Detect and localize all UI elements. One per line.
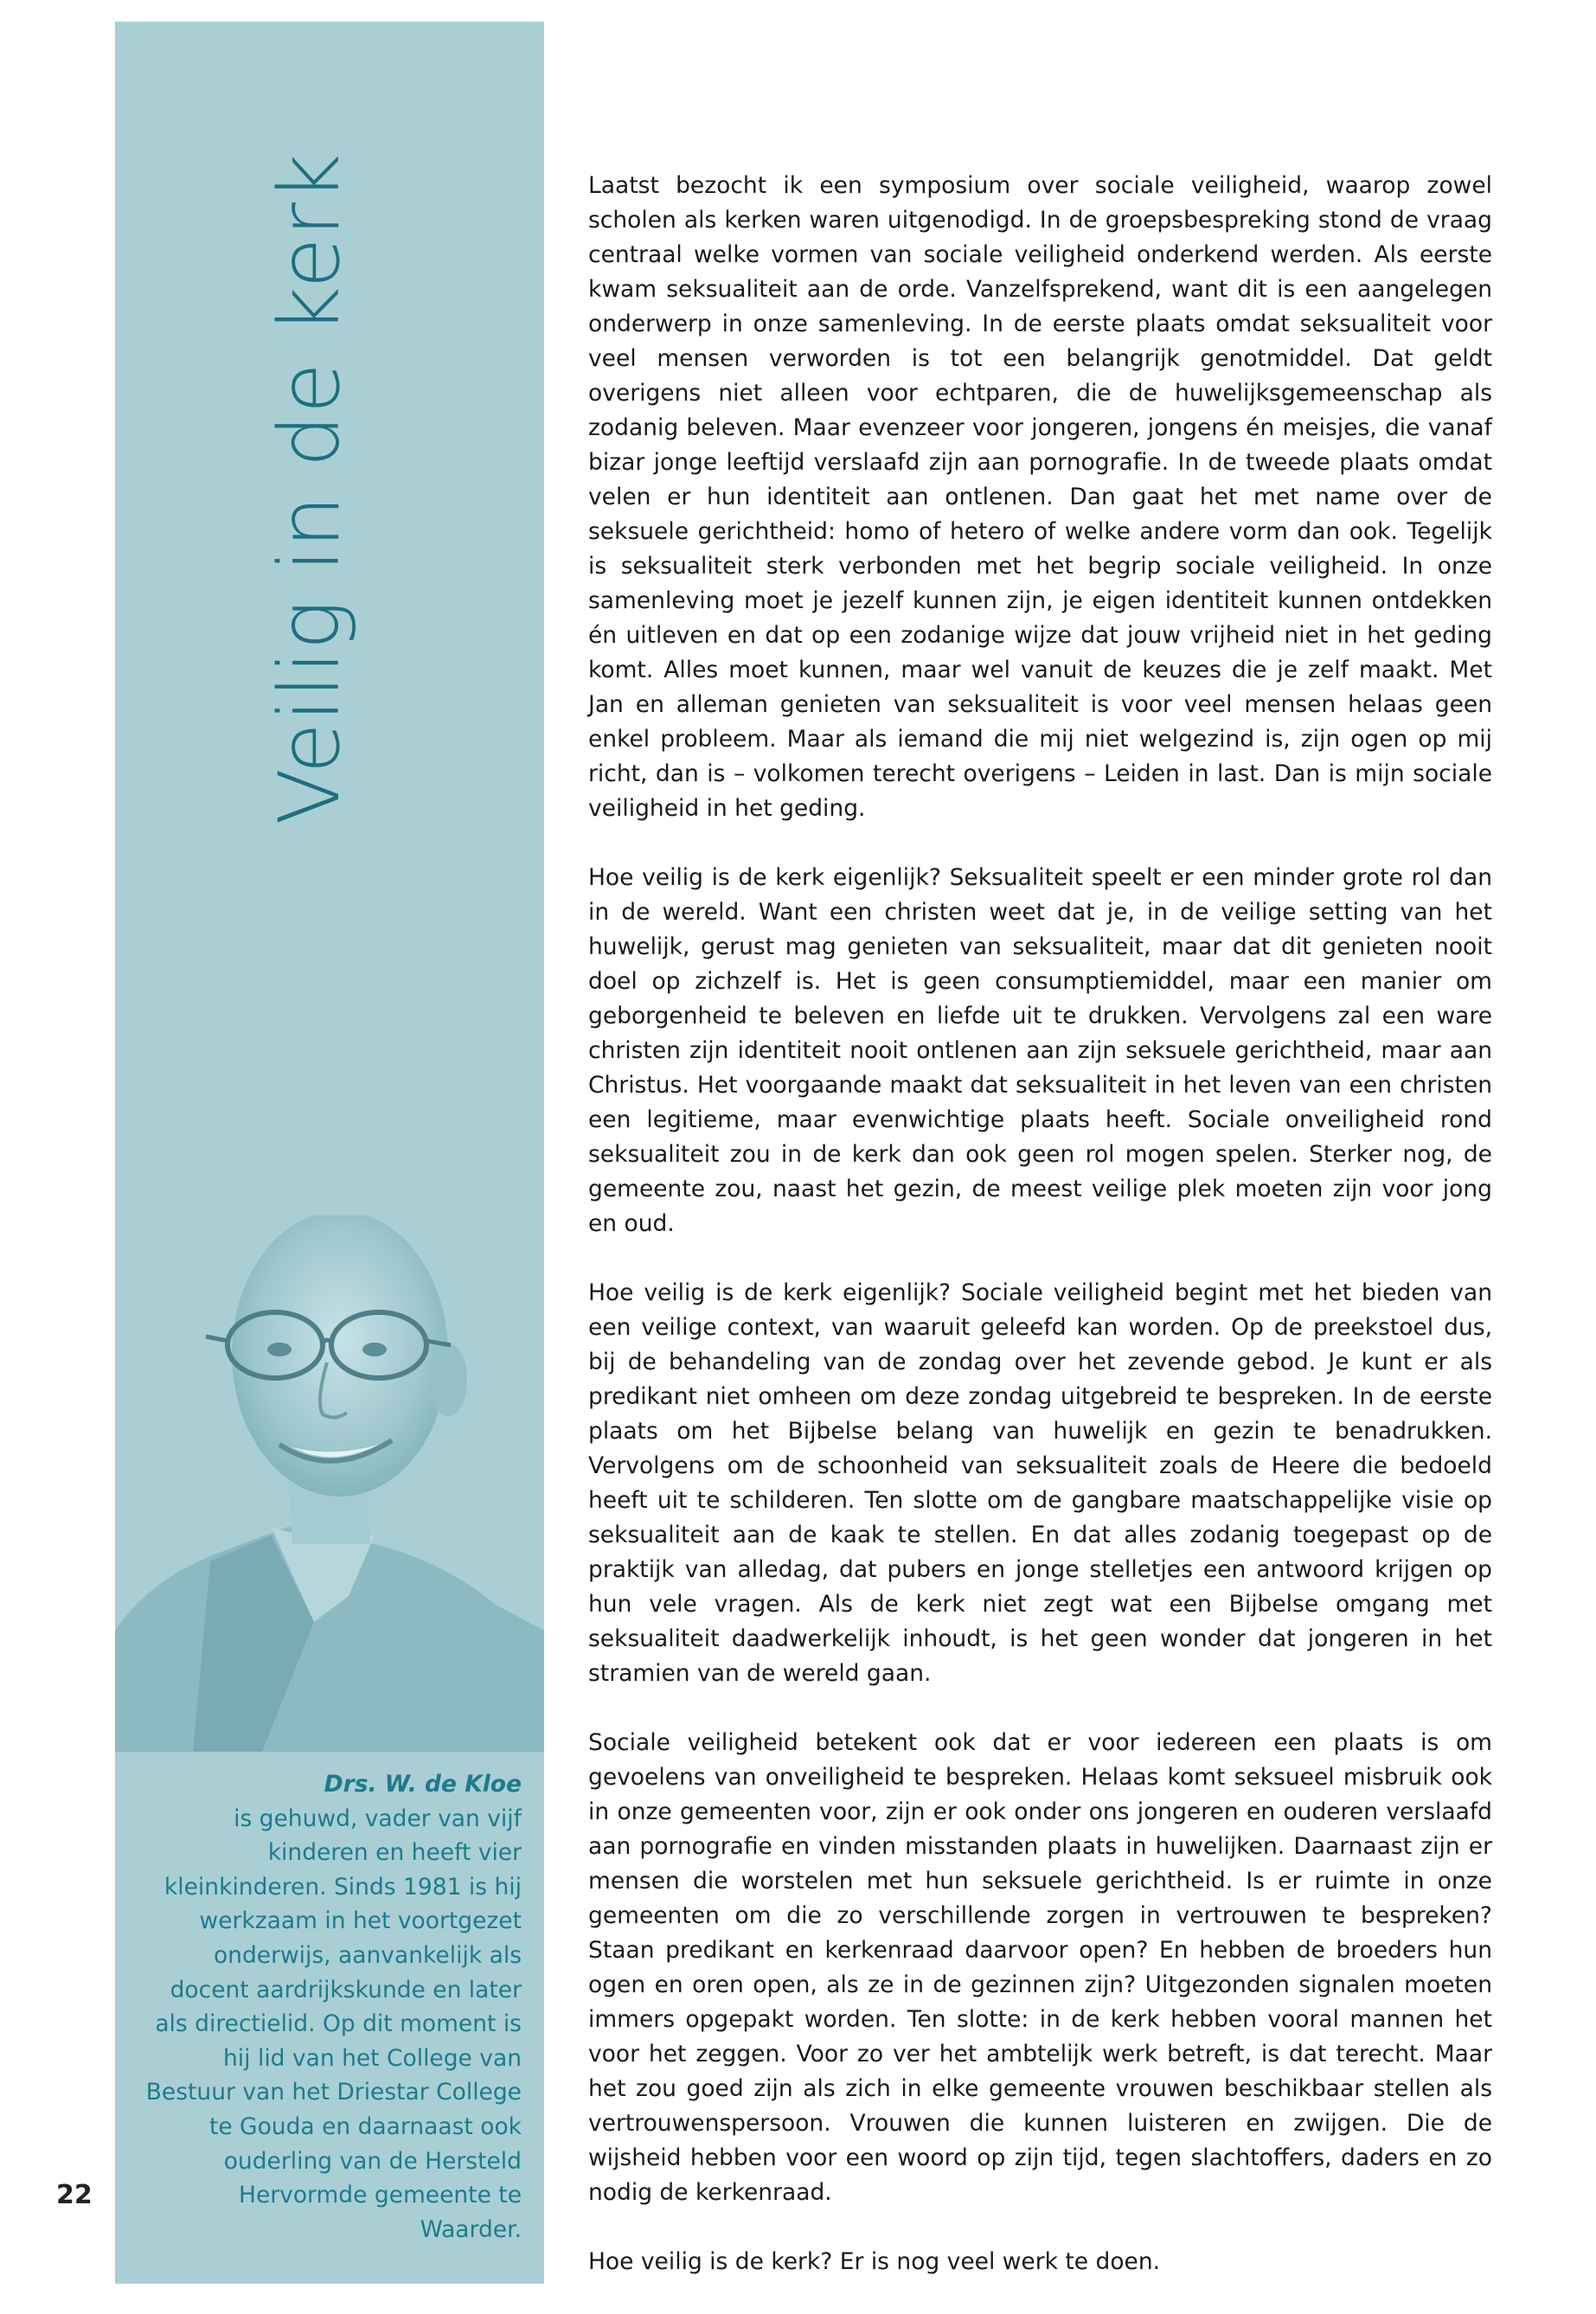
article-paragraph: Hoe veilig is de kerk eigenlijk? Seksualiteit speelt er een minder grote rol dan in de wereld. Want een christen weet dat je, in de veilige setting van het huwelijk, gerust mag genieten van seksualiteit, maar dat dit genieten nooit doel op zichzelf is. Het is geen consumptiemiddel, maar een manier om geborgenheid te beleven en liefde uit te drukken. Vervolgens zal een ware christen zijn identiteit nooit ontlenen aan zijn seksuele gerichtheid, maar aan Christus. Het voorgaande maakt dat seksualiteit in het leven van een christen een legitieme, maar evenwichtige plaats heeft. Sociale onveiligheid rond seksualiteit zou in de kerk dan ook geen rol mogen spelen. Sterker nog, de gemeente zou, naast het gezin, de meest veilige plek moeten zijn voor jong en oud.	[588, 864, 1492, 1237]
article-paragraph: Sociale veiligheid betekent ook dat er voor iedereen een plaats is om gevoelens van onveiligheid te bespreken. Helaas komt seksueel misbruik ook in onze gemeenten voor, zijn er ook onder ons jongeren en ouderen verslaafd aan pornografie en vinden misstanden plaats in huwelijken. Daarnaast zijn er mensen die worstelen met hun seksuele gerichtheid. Is er ruimte in onze gemeenten om die zo verschillende zorgen in vertrouwen te bespreken? Staan predikant en kerkenraad daarvoor open? En hebben de broeders hun ogen en oren open, als ze in de gezinnen zijn? Uitgezonden signalen moeten immers opgepakt worden. Ten slotte: in de kerk hebben vooral mannen het voor het zeggen. Voor zo ver het ambtelijk werk betreft, is dat terecht. Maar het zou goed zijn als zich in elke gemeente vrouwen beschikbaar stellen als vertrouwenspersoon. Vrouwen die kunnen luisteren en zwijgen. Die de wijsheid hebben voor een woord op zijn tijd, tegen slachtoffers, daders en zo nodig de kerkenraad.	[588, 1729, 1492, 2206]
article-title: Veilig in de kerk	[261, 152, 358, 825]
author-name: Drs. W. de Kloe	[324, 1771, 522, 1798]
article-paragraph: Hoe veilig is de kerk? Er is nog veel werk te doen.	[588, 2248, 1161, 2275]
article-paragraph: Hoe veilig is de kerk eigenlijk? Sociale veiligheid begint met het bieden van een veilige context, van waaruit geleefd kan worden. Op de preekstoel dus, bij de behandeling van de zondag over het zevende gebod. Je kunt er als predikant niet omheen om deze zondag uitgebreid te bespreken. In de eerste plaats om het Bijbelse belang van huwelijk en gezin te benadrukken. Vervolgens om de schoonheid van seksualiteit zoals de Heere die bedoeld heeft uit te schilderen. Ten slotte om de gangbare maatschappelijke visie op seksualiteit aan de kaak te stellen. En dat alles zodanig toegepast op de praktijk van alledag, dat pubers en jonge stelletjes een antwoord krijgen op hun vele vragen. Als de kerk niet zegt wat een Bijbelse omgang met seksualiteit daadwerkelijk inhoudt, is het geen wonder dat jongeren in het stramien van de wereld gaan.	[588, 1279, 1492, 1687]
sidebar	[115, 22, 544, 2284]
page-number: 22	[56, 2180, 93, 2210]
author-portrait	[115, 1215, 544, 1752]
article-paragraph: Laatst bezocht ik een symposium over sociale veiligheid, waarop zowel scholen als kerken waren uitgenodigd. In de groepsbespreking stond de vraag centraal welke vormen van sociale veiligheid onderkend werden. Als eerste kwam seksualiteit aan de orde. Vanzelfsprekend, want dit is een aangelegen onderwerp in onze samenleving. In de eerste plaats omdat seksualiteit voor veel mensen verworden is tot een belangrijk genotmiddel. Dat geldt overigens niet alleen voor echtparen, die de huwelijksgemeenschap als zodanig beleven. Maar evenzeer voor jongeren, jongens én meisjes, die vanaf bizar jonge leeftijd verslaafd zijn aan pornografie. In de tweede plaats omdat velen er hun identiteit aan ontlenen. Dan gaat het met name over de seksuele gerichtheid: homo of hetero of welke andere vorm dan ook. Tegelijk is seksualiteit sterk verbonden met het begrip sociale veiligheid. In onze samenleving moet je jezelf kunnen zijn, je eigen identiteit kunnen ontdekken én uitleven en dat op een zodanige wijze dat jouw vrijheid niet in het geding komt. Alles moet kunnen, maar wel vanuit de keuzes die je zelf maakt. Met Jan en alleman genieten van seksualiteit is voor veel mensen helaas geen enkel probleem. Maar als iemand die mij niet welgezind is, zijn ogen op mij richt, dan is – volkomen terecht overigens – Leiden in last. Dan is mijn sociale veiligheid in het geding.	[588, 172, 1492, 822]
author-bio: is gehuwd, vader van vijf kinderen en heeft vier kleinkinderen. Sinds 1981 is hij werkzaam in het voortgezet onderwijs, aanvankelijk als docent aardrijkskunde en later als directielid. Op dit moment is hij lid van het College van Bestuur van het Driestar College te Gouda en daarnaast ook ouderling van de Hersteld Hervormde gemeente te Waarder.	[145, 1804, 522, 2243]
author-bio-block	[132, 1767, 522, 2247]
article-body	[588, 169, 1492, 2314]
